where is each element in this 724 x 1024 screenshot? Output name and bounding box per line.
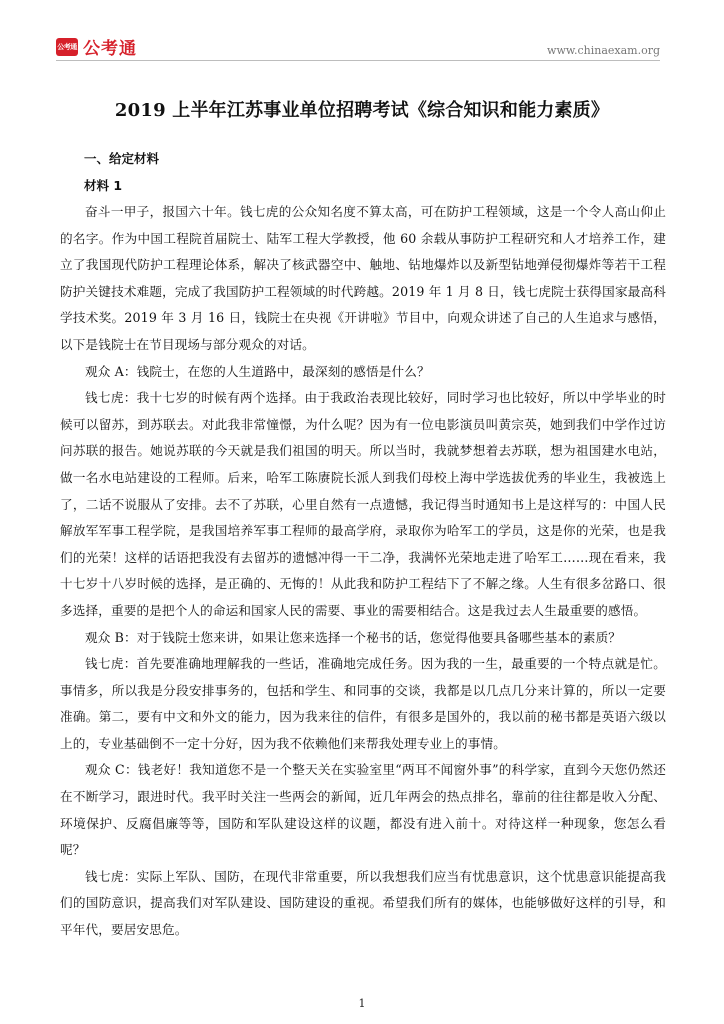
logo-icon: 公考通: [56, 38, 78, 56]
paragraph-answer-c: 钱七虎：实际上军队、国防，在现代非常重要，所以我想我们应当有忧患意识，这个忧患意识能提高我们的国防意识，提高我们对军队建设、国防建设的重视。希望我们所有的媒体，也能够做好这样的引导，和平年代，要居安思危。: [60, 868, 666, 938]
logo-text: 公考通: [83, 39, 137, 59]
header-divider: [56, 60, 660, 61]
paragraph-answer-a: 钱七虎：我十七岁的时候有两个选择。由于我政治表现比较好，同时学习也比较好，所以中学毕业的时候可以留苏，到苏联去。对此我非常憧憬，为什么呢？因为有一位电影演员叫黄宗英，她到我们中学作过访问苏联的报告。她说苏联的今天就是我们祖国的明天。所以当时，我就梦想着去苏联，想为祖国建水电站，做一名水电站建设的工程师。后来，哈军工陈赓院长派人到我们母校上海中学选拔优秀的毕业生，我被选上了，二话不说服从了安排。去不了苏联，心里自然有一点遗憾，我记得当时通知书上是这样写的：中国人民解放军军事工程学院，是我国培养军事工程师的最高学府，录取你为哈军工的学员，这是你的光荣，也是我们的光荣！这样的话语把我没有去留苏的遗憾冲得一干二净，我满怀光荣地走进了哈军工……现在看来，我十七岁十八岁时候的选择，是正确的、无悔的！从此我和防护工程结下了不解之缘。人生有很多岔路口、很多选择，重要的是把个人的命运和国家人民的需要、事业的需要相结合。这是我过去人生最重要的感悟。: [60, 390, 666, 618]
site-url[interactable]: www.chinaexam.org: [547, 44, 660, 57]
paragraph-answer-b: 钱七虎：首先要准确地理解我的一些话，准确地完成任务。因为我的一生，最重要的一个特点就是忙。事情多，所以我是分段安排事务的，包括和学生、和同事的交谈，我都是以几点几分来计算的，所以一定要准确。第二，要有中文和外文的能力，因为我来往的信件，有很多是国外的，我以前的秘书都是英语六级以上的，专业基础倒不一定十分好，因为我不依赖他们来帮我处理专业上的事情。: [60, 656, 666, 751]
paragraph-question-b: 观众 B：对于钱院士您来讲，如果让您来选择一个秘书的话，您觉得他要具备哪些基本的素质？: [85, 629, 622, 645]
paragraph-intro: 奋斗一甲子，报国六十年。钱七虎的公众知名度不算太高，可在防护工程领域，这是一个令人高山仰止的名字。作为中国工程院首届院士、陆军工程大学教授，他 60 余载从事防护工程研究和人才培养工作，建立了我国现代防护工程理论体系，解决了核武器空中、触地、钻地爆炸以及新型钻地弹侵彻爆炸等若干工程防护关键技术难题，完成了我国防护工程领域的时代跨越。2019 年 1 月 8 日，钱七虎院士获得国家最高科学技术奖。2019 年 3 月 16 日，钱院士在央视《开讲啦》节目中，向观众讲述了自己的人生追求与感悟，以下是钱院士在节目现场与部分观众的对话。: [60, 204, 666, 352]
brand-logo[interactable]: [56, 34, 137, 59]
paragraph-question-a: 观众 A：钱院士，在您的人生道路中，最深刻的感悟是什么？: [85, 363, 430, 379]
section-heading: 一、给定材料: [84, 151, 160, 166]
paragraph-question-c: 观众 C：钱老好！我知道您不是一个整天关在实验室里“两耳不闻窗外事”的科学家，直到今天您仍然还在不断学习，跟进时代。我平时关注一些两会的新闻，近几年两会的热点排名，靠前的往往都是收入分配、环境保护、反腐倡廉等等，国防和军队建设这样的议题，都没有进入前十。对待这样一种现象，您怎么看呢？: [60, 762, 666, 858]
page-number: 1: [358, 997, 366, 1010]
page-header: [0, 0, 724, 62]
material-label: 材料 1: [84, 178, 123, 193]
document-body: [60, 199, 666, 944]
document-title: 2019 上半年江苏事业单位招聘考试《综合知识和能力素质》: [114, 100, 610, 121]
